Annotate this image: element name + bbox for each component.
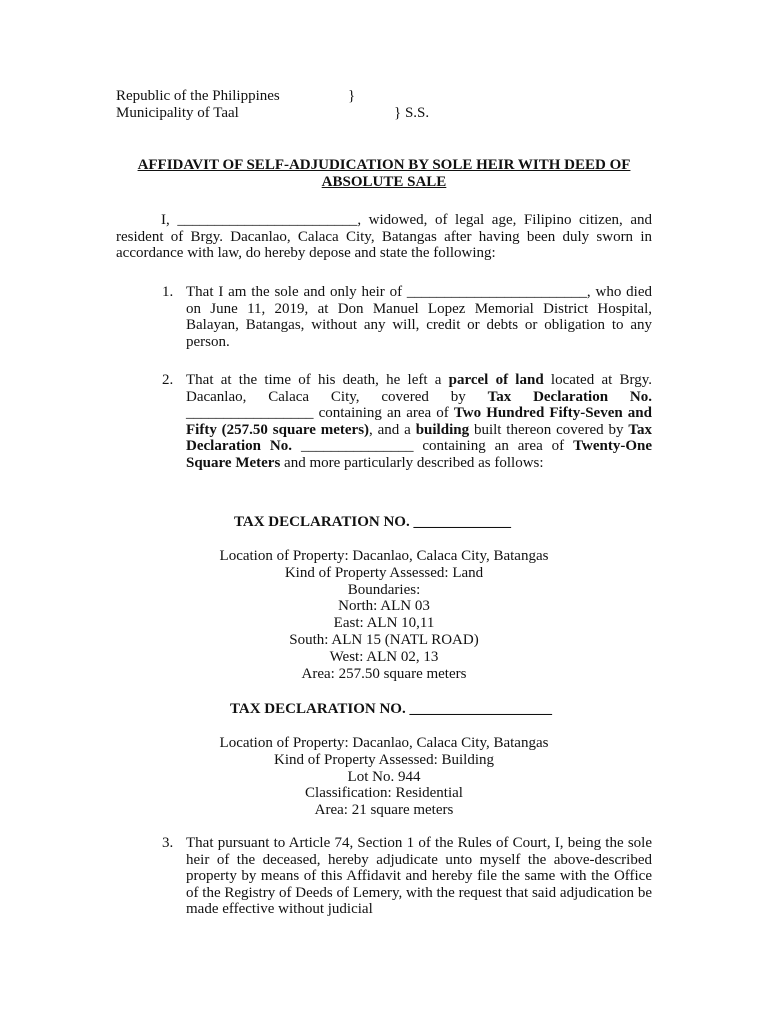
item-1-text	[186, 284, 652, 350]
item-1-post: , who died on June 11, 2019, at Don Manuel Lopez Memorial District Hospital, Balayan, Batangas, without any will, credit or debts or obligation to any person.	[186, 284, 652, 350]
item-2-t5: built thereon covered by	[469, 421, 629, 438]
item-2-t4: , and a	[369, 421, 416, 438]
venue-row-1	[116, 88, 456, 105]
land-details	[116, 548, 652, 682]
building-details	[116, 735, 652, 819]
item-1-number: 1.	[162, 284, 174, 300]
venue-row-2	[116, 105, 456, 122]
venue-block	[116, 88, 456, 122]
building-lot: Lot No. 944	[347, 768, 421, 785]
land-boundaries: Boundaries:	[347, 581, 421, 598]
building-classification: Classification: Residential	[305, 785, 463, 802]
item-2-b4: building	[415, 421, 470, 438]
tax-declaration-land-heading: TAX DECLARATION NO. _____________	[234, 514, 511, 530]
item-2-t3: _________________ containing an area of	[186, 405, 454, 421]
affiant-name-blank: ________________________	[177, 212, 358, 228]
item-2-t7: and more particularly described as follows:	[280, 454, 544, 471]
land-south: South: ALN 15 (NATL ROAD)	[289, 631, 479, 648]
land-north: North: ALN 03	[338, 598, 430, 615]
document-title: AFFIDAVIT OF SELF-ADJUDICATION BY SOLE HEIR WITH DEED OF ABSOLUTE SALE	[137, 157, 631, 190]
venue-brace: }	[348, 88, 356, 104]
land-location: Location of Property: Dacanlao, Calaca City, Batangas	[219, 548, 549, 564]
item-2-b3: Two Hundred Fifty-Seven and Fifty (257.50 square meters)	[186, 405, 652, 438]
intro-paragraph	[116, 212, 652, 262]
tax-declaration-building-heading: TAX DECLARATION NO. ___________________	[230, 701, 552, 717]
land-west: West: ALN 02, 13	[329, 648, 439, 665]
venue-ss: } S.S.	[394, 105, 430, 121]
item-2-t2: located at Brgy. Dacanlao, Calaca City, covered by	[186, 372, 653, 405]
building-location: Location of Property: Dacanlao, Calaca City, Batangas	[219, 735, 549, 751]
item-2-t1: That at the time of his death, he left a	[186, 372, 449, 388]
item-2-t6: _______________ containing an area of	[292, 438, 574, 454]
building-kind: Kind of Property Assessed: Building	[274, 751, 494, 768]
land-area: Area: 257.50 square meters	[301, 665, 467, 682]
item-3-text: That pursuant to Article 74, Section 1 of the Rules of Court, I, being the sole heir of the deceased, hereby adjudicate unto myself the above-described property by means of this Affidavit and hereby file the same with the Office of the Registry of Deeds of Lemery, with the request that said adjudication be made effective without judicial	[186, 835, 652, 917]
item-2-number: 2.	[162, 372, 174, 388]
item-3-number: 3.	[162, 835, 174, 851]
land-east: East: ALN 10,11	[333, 615, 435, 632]
intro-post: , widowed, of legal age, Filipino citizen, and resident of Brgy. Dacanlao, Calaca City, Batangas after having been duly sworn in accordance with law, do hereby depose and state the following:	[116, 212, 652, 261]
item-2-b5: Tax Declaration No.	[186, 421, 652, 454]
venue-country: Republic of the Philippines	[116, 88, 280, 104]
venue-municipality: Municipality of Taal	[116, 105, 239, 121]
item-2-text	[186, 372, 652, 471]
item-1-pre: That I am the sole and only heir of	[186, 284, 407, 300]
item-2-b1: parcel of land	[448, 372, 544, 388]
deceased-name-blank: ________________________	[406, 284, 587, 300]
item-2-b6: Twenty-One Square Meters	[186, 438, 652, 471]
item-2-b2: Tax Declaration No.	[487, 388, 652, 405]
intro-pre: I,	[161, 212, 178, 228]
building-area: Area: 21 square meters	[314, 802, 454, 819]
land-kind: Kind of Property Assessed: Land	[284, 564, 484, 581]
